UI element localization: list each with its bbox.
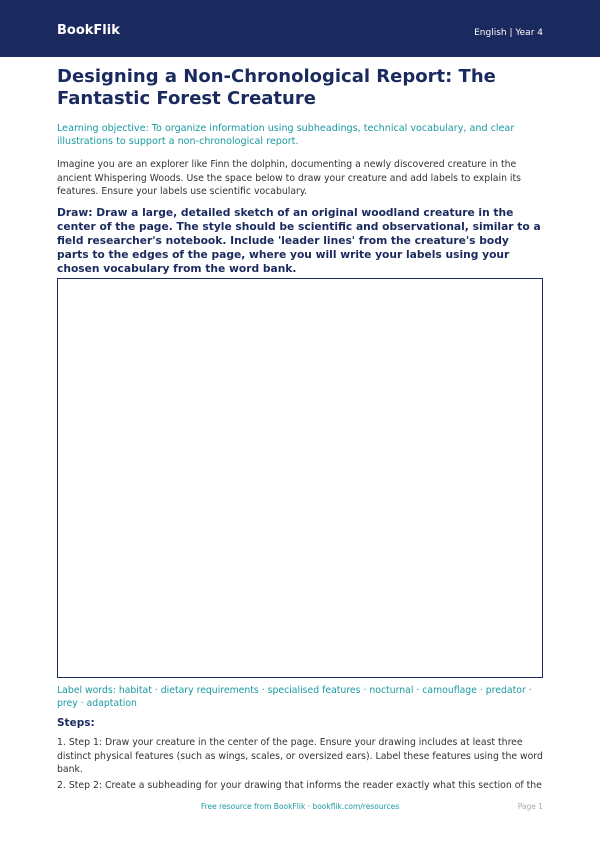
draw-instruction: Draw: Draw a large, detailed sketch of an original woodland creature in the center of the page. The style should be scientific and observational, similar to a field researcher's notebook. Include 'leader lines' from the creature's body parts to the edges of the page, where you will write your labels using your chosen vocabulary from the word bank. [57,206,541,275]
step-item: 2. Step 2: Create a subheading for your drawing that informs the reader exactly what this section of the [57,779,542,791]
learning-objective: Learning objective: To organize information using subheadings, technical vocabulary, and clear illustrations to support a non-chronological report. [57,123,515,147]
brand-logo-text[interactable]: BookFlik [57,23,120,38]
page-number: Page 1 [517,802,543,811]
steps-list [57,736,547,791]
drawing-area[interactable] [57,278,543,678]
footer-credit[interactable]: Free resource from BookFlik · bookflik.com/resources [200,802,400,811]
intro-paragraph: Imagine you are an explorer like Finn the dolphin, documenting a newly discovered creature in the ancient Whispering Woods. Use the space below to draw your creature and add labels to explain its features. Ensure your labels use scientific vocabulary. [57,159,521,198]
step-item: 1. Step 1: Draw your creature in the center of the page. Ensure your drawing includes at least three distinct physical features (such as wings, scales, or oversized ears). Label these features using the word bank. [57,737,543,776]
subject-year-label: English | Year 4 [474,28,543,38]
steps-heading: Steps: [57,717,95,729]
word-bank: Label words: habitat · dietary requirements · specialised features · nocturnal · camouflage · predator · prey · adaptation [57,685,532,709]
header-bar [0,0,600,57]
page-title: Designing a Non-Chronological Report: The Fantastic Forest Creature [57,66,496,109]
